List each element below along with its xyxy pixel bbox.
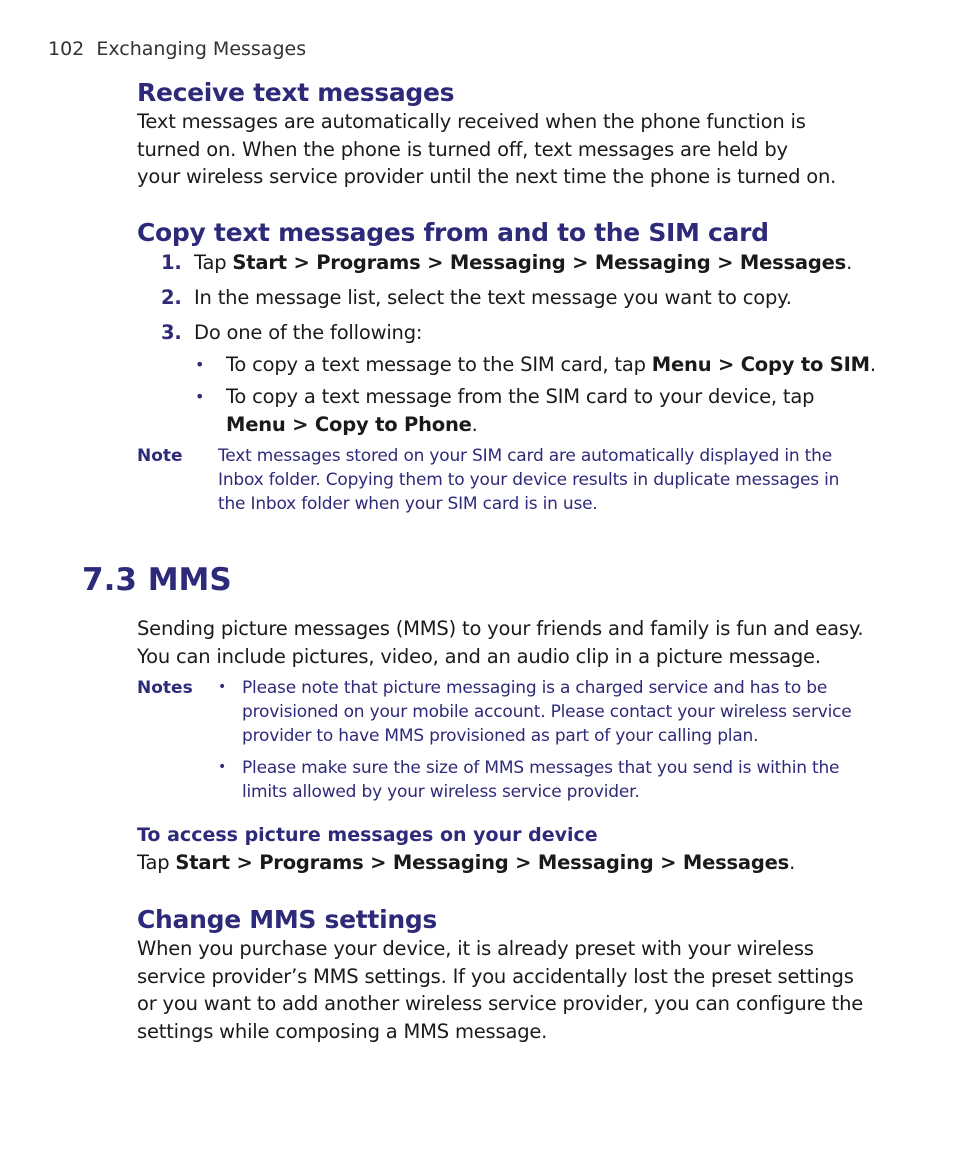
step-number: 1. bbox=[161, 251, 182, 274]
access-instruction: Tap Start > Programs > Messaging > Messaging > Messages. bbox=[137, 851, 796, 874]
bullet-dot: • bbox=[195, 387, 205, 406]
chapter-title: Exchanging Messages bbox=[96, 38, 307, 60]
page-header bbox=[48, 38, 306, 60]
mms-intro bbox=[137, 615, 867, 670]
notes-item-charged: Please note that picture messaging is a charged service and has to be provisioned on your mobile account. Please contact your wireless service provider to have MMS provisioned as part of your calling plan. bbox=[242, 678, 852, 746]
receive-paragraph bbox=[137, 108, 867, 191]
paragraph-line: settings while composing a MMS message. bbox=[137, 1019, 548, 1043]
receive-heading: Receive text messages bbox=[137, 78, 455, 107]
paragraph-line: You can include pictures, video, and an audio clip in a picture message. bbox=[137, 644, 821, 668]
paragraph-line: or you want to add another wireless service provider, you can configure the bbox=[137, 992, 864, 1015]
step-text: Do one of the following: bbox=[194, 321, 423, 344]
bullet-dot: • bbox=[218, 759, 227, 775]
step-number: 2. bbox=[161, 286, 182, 309]
bullet-text: To copy a text message to the SIM card, tap Menu > Copy to SIM. bbox=[226, 353, 876, 376]
notes-item-size: Please make sure the size of MMS messages that you send is within the limits allowed by your wireless service provider. bbox=[242, 758, 840, 802]
settings-heading: Change MMS settings bbox=[137, 905, 438, 934]
copy-heading: Copy text messages from and to the SIM card bbox=[137, 218, 769, 247]
bullet-dot: • bbox=[195, 355, 205, 374]
paragraph-line: turned on. When the phone is turned off, text messages are held by bbox=[137, 137, 788, 161]
note-label: Note bbox=[137, 446, 183, 466]
step-text: Tap Start > Programs > Messaging > Messaging > Messages. bbox=[194, 251, 853, 274]
paragraph-line: When you purchase your device, it is already preset with your wireless bbox=[137, 937, 814, 960]
bullet-text: To copy a text message from the SIM card to your device, tap Menu > Copy to Phone. bbox=[226, 385, 815, 436]
step-number: 3. bbox=[161, 321, 182, 344]
paragraph-line: service provider’s MMS settings. If you accidentally lost the preset settings bbox=[137, 964, 854, 988]
note-text: Text messages stored on your SIM card are automatically displayed in the Inbox folder. Copying them to your device results in duplicate messages in the Inbox folder when your SIM card is in use. bbox=[218, 446, 840, 514]
section-title: 7.3 MMS bbox=[82, 562, 232, 598]
paragraph-line: Sending picture messages (MMS) to your friends and family is fun and easy. bbox=[137, 617, 864, 640]
settings-paragraph bbox=[137, 935, 867, 1045]
paragraph-line: your wireless service provider until the next time the phone is turned on. bbox=[137, 165, 837, 188]
page-number: 102 bbox=[48, 38, 85, 60]
access-heading: To access picture messages on your device bbox=[137, 824, 598, 846]
bullet-dot: • bbox=[218, 679, 227, 695]
notes-label: Notes bbox=[137, 678, 193, 698]
step-text: In the message list, select the text message you want to copy. bbox=[194, 286, 792, 309]
paragraph-line: Text messages are automatically received when the phone function is bbox=[137, 110, 806, 133]
